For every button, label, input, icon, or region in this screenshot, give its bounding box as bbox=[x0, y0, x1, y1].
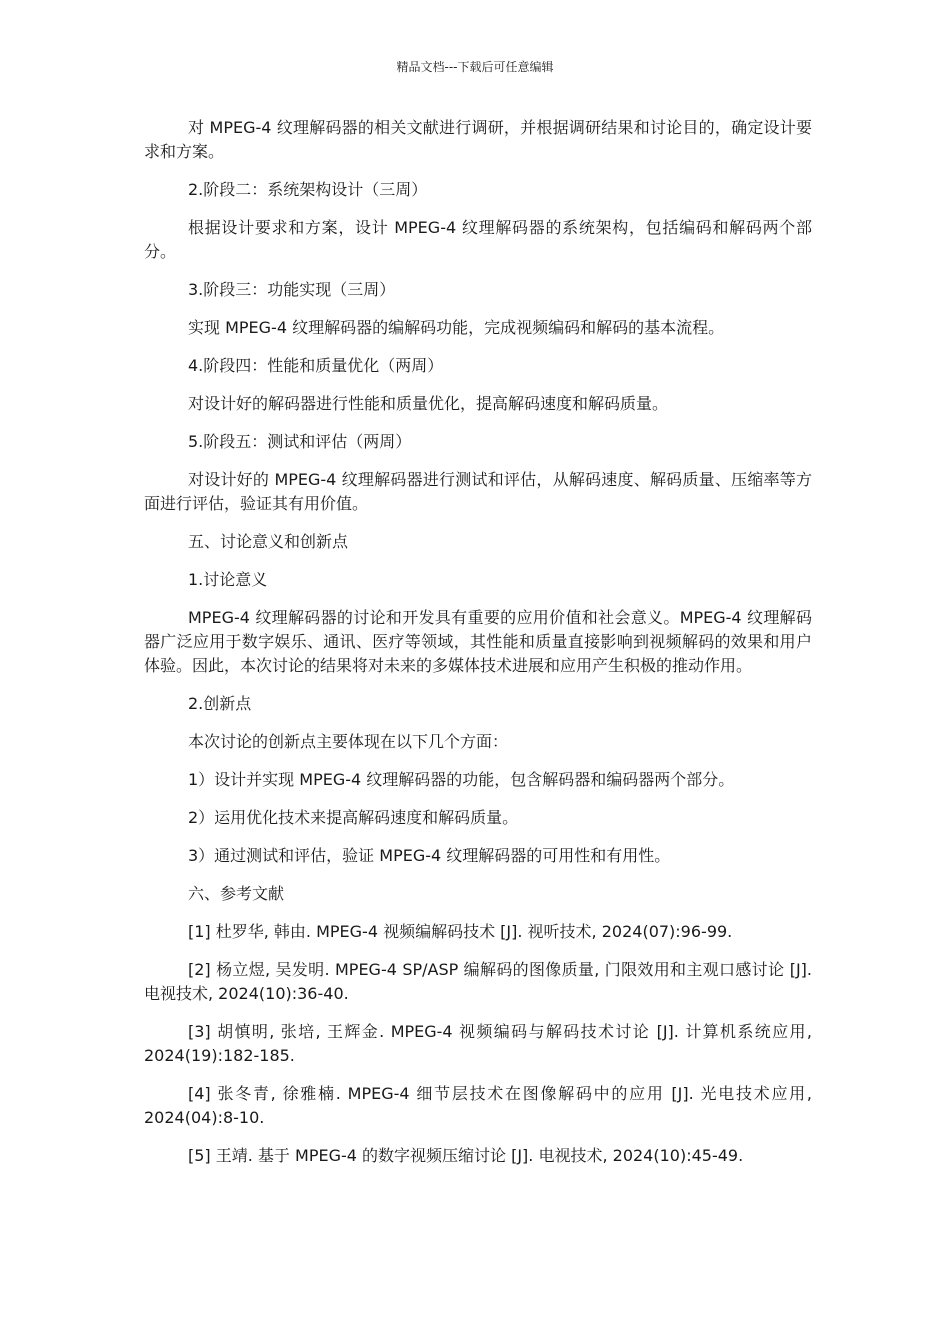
reference-item: [2] 杨立煜, 吴发明. MPEG-4 SP/ASP 编解码的图像质量, 门限效用和主观口感讨论 [J]. 电视技术, 2024(10):36-40. bbox=[144, 960, 812, 1003]
reference-item: [3] 胡慎明, 张培, 王辉金. MPEG-4 视频编码与解码技术讨论 [J]. 计算机系统应用, 2024(19):182-185. bbox=[144, 1022, 812, 1065]
paragraph: 实现 MPEG-4 纹理解码器的编解码功能，完成视频编码和解码的基本流程。 bbox=[188, 318, 725, 337]
reference-item: [4] 张冬青, 徐雅楠. MPEG-4 细节层技术在图像解码中的应用 [J]. 光电技术应用, 2024(04):8-10. bbox=[144, 1084, 812, 1127]
section-heading: 五、讨论意义和创新点 bbox=[188, 532, 349, 551]
reference-item: [5] 王靖. 基于 MPEG-4 的数字视频压缩讨论 [J]. 电视技术, 2024(10):45-49. bbox=[188, 1146, 744, 1165]
paragraph: 对设计好的解码器进行性能和质量优化，提高解码速度和解码质量。 bbox=[188, 394, 669, 413]
list-item: 3）通过测试和评估，验证 MPEG-4 纹理解码器的可用性和有用性。 bbox=[188, 846, 671, 865]
document-body bbox=[144, 116, 812, 1182]
stage-heading: 3.阶段三：功能实现（三周） bbox=[188, 280, 396, 299]
page-header: 精品文档---下载后可任意编辑 bbox=[396, 60, 554, 74]
stage-heading: 4.阶段四：性能和质量优化（两周） bbox=[188, 356, 444, 375]
paragraph: 根据设计要求和方案，设计 MPEG-4 纹理解码器的系统架构，包括编码和解码两个部分。 bbox=[144, 218, 812, 261]
reference-item: [1] 杜罗华, 韩由. MPEG-4 视频编解码技术 [J]. 视听技术, 2024(07):96-99. bbox=[188, 922, 733, 941]
paragraph: MPEG-4 纹理解码器的讨论和开发具有重要的应用价值和社会意义。MPEG-4 纹理解码器广泛应用于数字娱乐、通讯、医疗等领域，其性能和质量直接影响到视频解码的效果和用户体验。因此，本次讨论的结果将对未来的多媒体技术进展和应用产生积极的推动作用。 bbox=[144, 608, 812, 675]
list-item: 1）设计并实现 MPEG-4 纹理解码器的功能，包含解码器和编码器两个部分。 bbox=[188, 770, 735, 789]
section-heading: 六、参考文献 bbox=[188, 884, 285, 903]
paragraph: 对设计好的 MPEG-4 纹理解码器进行测试和评估，从解码速度、解码质量、压缩率等方面进行评估，验证其有用价值。 bbox=[144, 470, 812, 513]
paragraph: 本次讨论的创新点主要体现在以下几个方面： bbox=[188, 732, 509, 751]
paragraph: 对 MPEG-4 纹理解码器的相关文献进行调研，并根据调研结果和讨论目的，确定设计要求和方案。 bbox=[144, 118, 812, 161]
stage-heading: 5.阶段五：测试和评估（两周） bbox=[188, 432, 412, 451]
subsection-heading: 2.创新点 bbox=[188, 694, 252, 713]
list-item: 2）运用优化技术来提高解码速度和解码质量。 bbox=[188, 808, 519, 827]
subsection-heading: 1.讨论意义 bbox=[188, 570, 268, 589]
stage-heading: 2.阶段二：系统架构设计（三周） bbox=[188, 180, 428, 199]
